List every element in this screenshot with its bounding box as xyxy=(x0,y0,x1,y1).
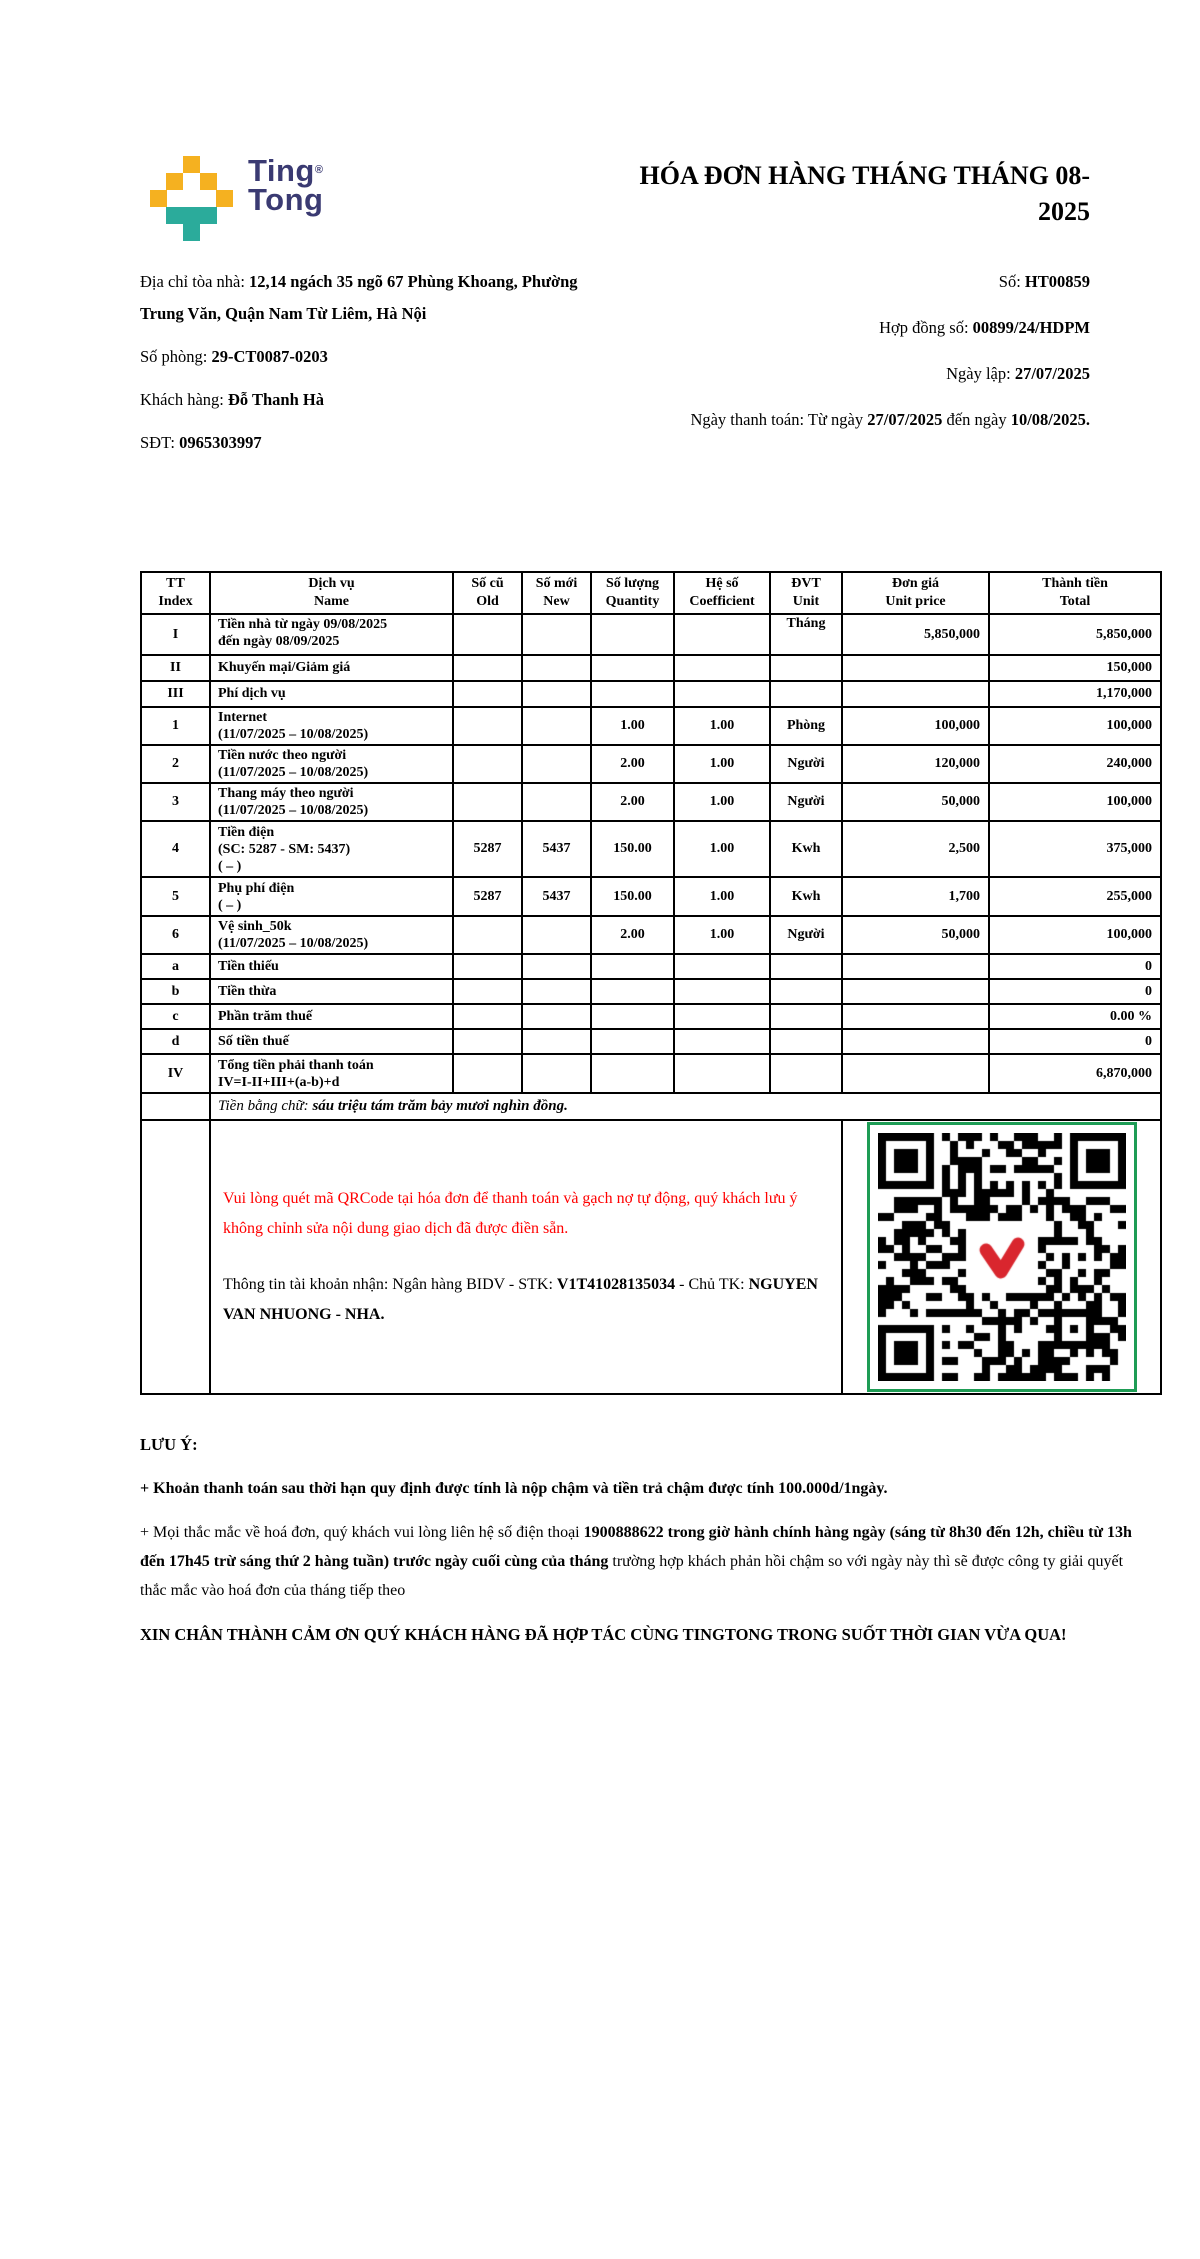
col-service: Dịch vụ Name xyxy=(210,572,453,614)
cell-old xyxy=(453,783,522,821)
cell-service: Khuyến mại/Giảm giá xyxy=(210,655,453,681)
cell-new: 5437 xyxy=(522,821,591,877)
cell-total: 100,000 xyxy=(989,783,1161,821)
cell-old xyxy=(453,916,522,954)
issue-date xyxy=(570,358,1090,390)
account-label: Thông tin tài khoản nhận: Ngân hàng BIDV - STK: xyxy=(223,1276,557,1293)
cell-service: Thang máy theo người (11/07/2025 – 10/08/2025) xyxy=(210,783,453,821)
cell-coef xyxy=(674,681,770,707)
cell-service: Tiền thừa xyxy=(210,979,453,1004)
cell-tt: d xyxy=(141,1029,210,1054)
cell-unit: Người xyxy=(770,745,842,783)
cell-total: 1,170,000 xyxy=(989,681,1161,707)
cell-service: Tiền nhà từ ngày 09/08/2025 đến ngày 08/09/2025 xyxy=(210,614,453,655)
cell-qty: 2.00 xyxy=(591,783,674,821)
cell-total: 0 xyxy=(989,1029,1161,1054)
room-value: 29-CT0087-0203 xyxy=(211,347,328,366)
contract-number xyxy=(570,312,1090,344)
cell-new xyxy=(522,954,591,979)
invoice-number xyxy=(570,266,1090,298)
cell-new xyxy=(522,916,591,954)
cell-coef: 1.00 xyxy=(674,821,770,877)
table-row xyxy=(141,1004,1161,1029)
cell-old xyxy=(453,681,522,707)
col-unit: ĐVT Unit xyxy=(770,572,842,614)
table-row xyxy=(141,1029,1161,1054)
cell-new: 5437 xyxy=(522,877,591,916)
cell-unit: Kwh xyxy=(770,821,842,877)
cell-coef: 1.00 xyxy=(674,783,770,821)
table-row xyxy=(141,614,1161,655)
table-row xyxy=(141,916,1161,954)
cell-tt: 6 xyxy=(141,916,210,954)
cell-tt: II xyxy=(141,655,210,681)
table-row xyxy=(141,954,1161,979)
account-number: V1T41028135034 xyxy=(556,1276,676,1293)
amount-in-words-label: Tiền bằng chữ: xyxy=(218,1098,313,1114)
cell-qty xyxy=(591,681,674,707)
payment-period-label2: đến ngày xyxy=(942,410,1011,429)
charges-table xyxy=(140,571,1162,1395)
cell-qty: 1.00 xyxy=(591,707,674,745)
qr-code-canvas xyxy=(878,1133,1126,1381)
hotline-note-pre: + Mọi thắc mắc về hoá đơn, quý khách vui lòng liên hệ số điện thoại xyxy=(140,1524,584,1541)
cell-total: 240,000 xyxy=(989,745,1161,783)
cell-price: 100,000 xyxy=(842,707,989,745)
cell-old: 5287 xyxy=(453,821,522,877)
payment-period-to: 10/08/2025. xyxy=(1010,410,1090,429)
thank-you-message: XIN CHÂN THÀNH CẢM ƠN QUÝ KHÁCH HÀNG ĐÃ HỢP TÁC CÙNG TINGTONG TRONG SUỐT THỜI GIAN VỪA QUA! xyxy=(140,1625,1067,1644)
table-row xyxy=(141,979,1161,1004)
cell-coef xyxy=(674,1004,770,1029)
cell-new xyxy=(522,783,591,821)
cell-total: 5,850,000 xyxy=(989,614,1161,655)
customer-phone xyxy=(140,427,625,459)
invoice-title-line1: HÓA ĐƠN HÀNG THÁNG THÁNG 08- xyxy=(639,161,1090,190)
cell-unit xyxy=(770,979,842,1004)
hotline-note-post: trường hợp khách phản hồi chậm so với ngày này thì sẽ được công ty giải quyết thắc mắc vào hoá đơn của tháng tiếp theo xyxy=(140,1553,1124,1599)
table-row-grand-total xyxy=(141,1054,1161,1093)
cell-unit xyxy=(770,681,842,707)
cell-new xyxy=(522,1029,591,1054)
issue-date-label: Ngày lập: xyxy=(946,364,1015,383)
cell-old xyxy=(453,707,522,745)
cell-price: 5,850,000 xyxy=(842,614,989,655)
cell-tt: a xyxy=(141,954,210,979)
cell-coef: 1.00 xyxy=(674,877,770,916)
hotline-note xyxy=(140,1518,1145,1605)
customer-name xyxy=(140,384,625,416)
col-tt: TT Index xyxy=(141,572,210,614)
cell-qty: 2.00 xyxy=(591,745,674,783)
table-row xyxy=(141,681,1161,707)
qr-code-cell xyxy=(842,1120,1161,1394)
late-payment-note: + Khoản thanh toán sau thời hạn quy định được tính là nộp chậm và tiền trả chậm được tính 100.000d/1ngày. xyxy=(140,1480,888,1497)
cell-qty xyxy=(591,1029,674,1054)
cell-coef xyxy=(674,614,770,655)
cell-price xyxy=(842,1004,989,1029)
cell-price xyxy=(842,1054,989,1093)
cell-total: 375,000 xyxy=(989,821,1161,877)
amount-in-words-row xyxy=(141,1093,1161,1120)
cell-service: Tổng tiền phải thanh toán IV=I-II+III+(a-b)+d xyxy=(210,1054,453,1093)
cell-price xyxy=(842,681,989,707)
payment-period-label: Ngày thanh toán: Từ ngày xyxy=(690,410,868,429)
cell-qty xyxy=(591,614,674,655)
payment-period-from: 27/07/2025 xyxy=(867,410,943,429)
address-value: 12,14 ngách 35 ngõ 67 Phùng Khoang, Phường Trung Văn, Quận Nam Từ Liêm, Hà Nội xyxy=(140,272,578,323)
cell-qty xyxy=(591,1054,674,1093)
cell-new xyxy=(522,745,591,783)
cell-unit: Phòng xyxy=(770,707,842,745)
payment-period xyxy=(570,404,1090,436)
cell-service: Phí dịch vụ xyxy=(210,681,453,707)
cell-qty: 150.00 xyxy=(591,877,674,916)
cell-total: 0 xyxy=(989,979,1161,1004)
tingtong-logo-icon xyxy=(150,156,232,240)
cell-total: 100,000 xyxy=(989,707,1161,745)
cell-new xyxy=(522,681,591,707)
logo-word1: Ting xyxy=(248,153,315,188)
qr-code-frame xyxy=(867,1122,1137,1392)
cell-tt: 5 xyxy=(141,877,210,916)
cell-old: 5287 xyxy=(453,877,522,916)
cell-total: 100,000 xyxy=(989,916,1161,954)
address-label: Địa chỉ tòa nhà: xyxy=(140,272,250,291)
cell-coef: 1.00 xyxy=(674,707,770,745)
logo-wordmark xyxy=(248,153,324,217)
cell-price xyxy=(842,954,989,979)
cell-tt: III xyxy=(141,681,210,707)
logo-word2: Tong xyxy=(248,182,324,217)
cell-new xyxy=(522,1054,591,1093)
qr-payment-notice: Vui lòng quét mã QRCode tại hóa đơn để thanh toán và gạch nợ tự động, quý khách lưu ý không chỉnh sửa nội dung giao dịch đã được điền sẵn. xyxy=(223,1190,798,1237)
invoice-number-label: Số: xyxy=(998,272,1025,291)
payment-instructions-cell xyxy=(210,1120,842,1394)
col-unit-price: Đơn giá Unit price xyxy=(842,572,989,614)
cell-unit: Kwh xyxy=(770,877,842,916)
cell-old xyxy=(453,954,522,979)
building-info xyxy=(140,266,625,470)
invoice-title-line2: 2025 xyxy=(1038,197,1090,226)
col-quantity: Số lượng Quantity xyxy=(591,572,674,614)
invoice-number-value: HT00859 xyxy=(1024,272,1090,291)
room-label: Số phòng: xyxy=(140,347,212,366)
cell-new xyxy=(522,614,591,655)
cell-service: Tiền nước theo người (11/07/2025 – 10/08/2025) xyxy=(210,745,453,783)
cell-new xyxy=(522,655,591,681)
cell-service: Internet (11/07/2025 – 10/08/2025) xyxy=(210,707,453,745)
cell-old xyxy=(453,1054,522,1093)
cell-service: Số tiền thuế xyxy=(210,1029,453,1054)
tingtong-logo xyxy=(150,153,324,240)
table-row xyxy=(141,745,1161,783)
room-number xyxy=(140,341,625,373)
cell-old xyxy=(453,979,522,1004)
registered-mark: ® xyxy=(314,164,324,176)
notes-heading: LƯU Ý: xyxy=(140,1435,198,1454)
invoice-meta xyxy=(570,266,1090,450)
amount-in-words-value: sáu triệu tám trăm bảy mươi nghìn đồng. xyxy=(312,1098,568,1114)
account-separator: - Chủ TK: xyxy=(675,1276,749,1293)
cell-old xyxy=(453,614,522,655)
issue-date-value: 27/07/2025 xyxy=(1014,364,1090,383)
cell-total: 0 xyxy=(989,954,1161,979)
cell-coef xyxy=(674,1029,770,1054)
cell-new xyxy=(522,1004,591,1029)
building-address xyxy=(140,266,625,330)
cell-service: Phần trăm thuế xyxy=(210,1004,453,1029)
cell-qty xyxy=(591,1004,674,1029)
cell-price: 120,000 xyxy=(842,745,989,783)
cell-unit: Người xyxy=(770,783,842,821)
account-holder: NGUYEN VAN NHUONG - NHA. xyxy=(223,1276,818,1323)
cell-old xyxy=(453,1029,522,1054)
cell-price: 1,700 xyxy=(842,877,989,916)
col-coefficient: Hệ số Coefficient xyxy=(674,572,770,614)
invoice-title xyxy=(490,158,1090,230)
cell-new xyxy=(522,979,591,1004)
cell-unit xyxy=(770,954,842,979)
table-header-row xyxy=(141,572,1161,614)
cell-price: 50,000 xyxy=(842,916,989,954)
table-row xyxy=(141,783,1161,821)
cell-tt: c xyxy=(141,1004,210,1029)
cell-service: Phụ phí điện ( – ) xyxy=(210,877,453,916)
cell-total: 0.00 % xyxy=(989,1004,1161,1029)
cell-qty xyxy=(591,954,674,979)
cell-tt: 1 xyxy=(141,707,210,745)
notes-section xyxy=(140,1430,1145,1665)
table-row xyxy=(141,707,1161,745)
cell-unit xyxy=(770,1004,842,1029)
cell-old xyxy=(453,745,522,783)
cell-total: 6,870,000 xyxy=(989,1054,1161,1093)
cell-qty: 2.00 xyxy=(591,916,674,954)
cell-qty xyxy=(591,655,674,681)
cell-tt: 4 xyxy=(141,821,210,877)
cell-price xyxy=(842,655,989,681)
table-row xyxy=(141,655,1161,681)
cell-tt xyxy=(141,1093,210,1120)
customer-value: Đỗ Thanh Hà xyxy=(227,390,324,409)
cell-qty: 150.00 xyxy=(591,821,674,877)
cell-coef xyxy=(674,1054,770,1093)
cell-unit xyxy=(770,1029,842,1054)
cell-price: 2,500 xyxy=(842,821,989,877)
contract-value: 00899/24/HDPM xyxy=(972,318,1090,337)
bank-account-info xyxy=(223,1270,829,1330)
cell-new xyxy=(522,707,591,745)
hotline-number-and-hours: 1900888622 trong giờ hành chính hàng ngày (sáng từ 8h30 đến 12h, chiều từ 13h đến 17h45 trừ sáng thứ 2 hàng tuần) trước ngày cuối cùng của tháng xyxy=(140,1524,1132,1570)
cell-total: 255,000 xyxy=(989,877,1161,916)
cell-tt xyxy=(141,1120,210,1394)
amount-in-words-cell xyxy=(210,1093,1161,1120)
cell-old xyxy=(453,655,522,681)
table-row xyxy=(141,821,1161,877)
customer-label: Khách hàng: xyxy=(140,390,228,409)
col-new: Số mới New xyxy=(522,572,591,614)
cell-unit: Người xyxy=(770,916,842,954)
cell-price xyxy=(842,979,989,1004)
col-old: Số cũ Old xyxy=(453,572,522,614)
cell-coef: 1.00 xyxy=(674,745,770,783)
cell-total: 150,000 xyxy=(989,655,1161,681)
cell-service: Tiền điện (SC: 5287 - SM: 5437) ( – ) xyxy=(210,821,453,877)
qr-row xyxy=(141,1120,1161,1394)
cell-coef xyxy=(674,655,770,681)
cell-unit xyxy=(770,655,842,681)
cell-qty xyxy=(591,979,674,1004)
cell-unit xyxy=(770,1054,842,1093)
cell-service: Tiền thiếu xyxy=(210,954,453,979)
cell-tt: I xyxy=(141,614,210,655)
table-row xyxy=(141,877,1161,916)
cell-price xyxy=(842,1029,989,1054)
cell-unit: Tháng xyxy=(770,614,842,655)
phone-label: SĐT: xyxy=(140,433,180,452)
cell-coef xyxy=(674,979,770,1004)
col-total: Thành tiền Total xyxy=(989,572,1161,614)
cell-coef xyxy=(674,954,770,979)
cell-old xyxy=(453,1004,522,1029)
phone-value: 0965303997 xyxy=(179,433,262,452)
cell-tt: 3 xyxy=(141,783,210,821)
cell-service: Vệ sinh_50k (11/07/2025 – 10/08/2025) xyxy=(210,916,453,954)
cell-tt: b xyxy=(141,979,210,1004)
contract-label: Hợp đồng số: xyxy=(879,318,973,337)
cell-tt: 2 xyxy=(141,745,210,783)
cell-tt: IV xyxy=(141,1054,210,1093)
cell-price: 50,000 xyxy=(842,783,989,821)
cell-coef: 1.00 xyxy=(674,916,770,954)
